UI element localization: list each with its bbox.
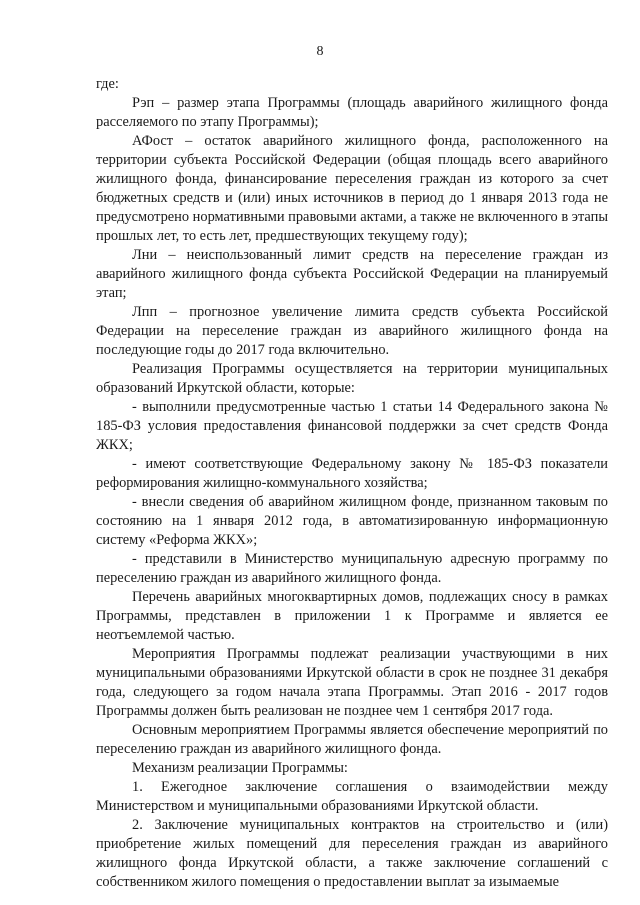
document-body	[96, 75, 608, 892]
paragraph: Рэп – размер этапа Программы (площадь аварийного жилищного фонда расселяемого по этапу Программы);	[96, 95, 608, 130]
paragraph: Перечень аварийных многоквартирных домов, подлежащих сносу в рамках Программы, представлен в приложении 1 к Программе и является ее неотъемлемой частью.	[96, 589, 608, 643]
paragraph: Основным мероприятием Программы является обеспечение мероприятий по переселению граждан из аварийного жилищного фонда.	[96, 722, 608, 757]
list-item: - выполнили предусмотренные частью 1 статьи 14 Федерального закона № 185-ФЗ условия предоставления финансовой поддержки за счет средств Фонда ЖКХ;	[96, 399, 608, 453]
list-item: 2. Заключение муниципальных контрактов на строительство и (или) приобретение жилых помещений для переселения граждан из аварийного жилищного фонда Иркутской области, а также заключение соглашений с собственником жилого помещения о предоставлении выплат за изымаемые	[96, 817, 608, 890]
paragraph: Механизм реализации Программы:	[132, 760, 348, 776]
list-item: - внесли сведения об аварийном жилищном фонде, признанном таковым по состоянию на 1 января 2012 года, в автоматизированную информационную систему «Реформа ЖКХ»;	[96, 494, 608, 548]
paragraph: Реализация Программы осуществляется на территории муниципальных образований Иркутской области, которые:	[96, 361, 608, 396]
paragraph: Лпп – прогнозное увеличение лимита средств субъекта Российской Федерации на переселение граждан из аварийного жилищного фонда на последующие годы до 2017 года включительно.	[96, 304, 608, 358]
list-item: - имеют соответствующие Федеральному закону № 185-ФЗ показатели реформирования жилищно-коммунального хозяйства;	[96, 456, 608, 491]
list-item: 1. Ежегодное заключение соглашения о взаимодействии между Министерством и муниципальными образованиями Иркутской области.	[96, 779, 608, 814]
paragraph: АФост – остаток аварийного жилищного фонда, расположенного на территории субъекта Российской Федерации (общая площадь всего аварийного жилищного фонда, финансирование переселения граждан из которого за счет бюджетных средств и (или) иных источников в период до 1 января 2013 года не предусмотрено нормативными правовыми актами, а также не включенного в этапы прошлых лет, то есть лет, предшествующих текущему году);	[96, 133, 608, 244]
paragraph: Мероприятия Программы подлежат реализации участвующими в них муниципальными образованиями Иркутской области в срок не позднее 31 декабря года, следующего за годом начала этапа Программы. Этап 2016 - 2017 годов Программы должен быть реализован не позднее чем 1 сентября 2017 года.	[96, 646, 608, 719]
list-item: - представили в Министерство муниципальную адресную программу по переселению граждан из аварийного жилищного фонда.	[96, 551, 608, 586]
page-number: 8	[316, 44, 324, 59]
paragraph: Лни – неиспользованный лимит средств на переселение граждан из аварийного жилищного фонда субъекта Российской Федерации на планируемый этап;	[96, 247, 608, 301]
paragraph: где:	[96, 76, 119, 92]
